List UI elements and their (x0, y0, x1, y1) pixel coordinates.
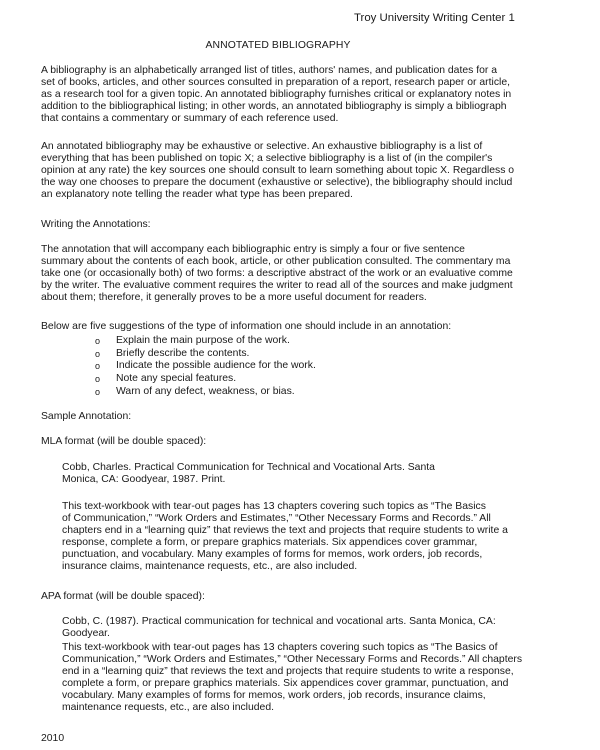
bullet-icon: o (95, 336, 101, 346)
list-item-text: Warn of any defect, weakness, or bias. (116, 385, 295, 397)
text-line: insurance claims, maintenance requests, etc., are also included. (62, 561, 358, 572)
text-line: everything that has been published on topic X; a selective bibliography is a list of (in the compiler's (41, 153, 493, 164)
apa-format-heading: APA format (will be double spaced): (41, 591, 205, 602)
bullet-icon: o (95, 348, 101, 359)
bullet-icon: o (95, 386, 101, 397)
intro-paragraph (41, 65, 600, 125)
sample-annotation-heading: Sample Annotation: (41, 411, 132, 422)
text-line: This text-workbook with tear-out pages has 13 chapters covering such topics as “The Basics of (62, 642, 498, 653)
exhaustive-selective-paragraph (41, 141, 600, 201)
text-line: maintenance requests, etc., are also included. (62, 702, 274, 713)
text-line: take one (or occasionally both) of two forms: a descriptive abstract of the work or an evaluative comme (41, 268, 513, 279)
bullet-icon: o (95, 361, 101, 372)
list-item (95, 335, 316, 348)
mla-format-heading: MLA format (will be double spaced): (41, 436, 207, 447)
list-item (95, 360, 316, 373)
text-line: Communication,” “Work Orders and Estimates,” “Other Necessary Forms and Records.” All chapters (62, 654, 523, 665)
suggestions-intro: Below are five suggestions of the type of information one should include in an annotation: (41, 321, 452, 332)
page-title: ANNOTATED BIBLIOGRAPHY (205, 40, 351, 51)
mla-citation (62, 462, 435, 486)
text-line: The annotation that will accompany each bibliographic entry is simply a four or five sentence (41, 244, 465, 255)
mla-annotation (62, 501, 508, 573)
text-line: A bibliography is an alphabetically arranged list of titles, authors' names, and publication dates for a (41, 65, 497, 76)
writing-annotations-heading: Writing the Annotations: (41, 219, 151, 230)
text-line: Cobb, C. (1987). Practical communication for technical and vocational arts. Santa Monica, CA: (62, 616, 496, 627)
list-item (95, 386, 316, 399)
apa-citation (62, 616, 496, 640)
list-item (95, 348, 316, 361)
list-item-text: Explain the main purpose of the work. (116, 335, 290, 346)
text-line: that contains a commentary or summary of each reference used. (41, 113, 339, 124)
text-line: chapters end in a “learning quiz” that reviews the text and projects that require students to write a (62, 525, 508, 536)
bullet-icon: o (95, 374, 101, 385)
text-line: Monica, CA: Goodyear, 1987. Print. (62, 474, 226, 485)
suggestions-list (95, 335, 316, 399)
footer-year: 2010 (41, 733, 65, 744)
text-line: end in a “learning quiz” that reviews the text and projects that require students to write a response, (62, 666, 514, 677)
text-line: vocabulary. Many examples of forms for memos, work orders, job records, insurance claims, (62, 690, 486, 701)
text-line: This text-workbook with tear-out pages has 13 chapters covering such topics as “The Basics (62, 501, 486, 512)
text-line: by the writer. The evaluative comment requires the writer to read all of the sources and make judgment (41, 280, 513, 291)
list-item-text: Note any special features. (116, 373, 237, 385)
apa-annotation (62, 642, 522, 714)
list-item-text: Briefly describe the contents. (116, 347, 250, 359)
text-line: summary about the contents of each book, article, or other publication consulted. The commentary ma (41, 256, 511, 267)
list-item-text: Indicate the possible audience for the work. (116, 360, 316, 372)
text-line: An annotated bibliography may be exhaustive or selective. An exhaustive bibliography is a list of (41, 141, 483, 152)
text-line: addition to the bibliographical listing; in other words, an annotated bibliography is simply a bibliograph (41, 101, 507, 112)
list-item (95, 373, 316, 386)
annotation-description-paragraph (41, 244, 600, 304)
text-line: an explanatory note telling the reader what type has been prepared. (41, 189, 353, 200)
text-line: response, complete a form, or prepare graphics materials. Six appendices cover grammar, (62, 537, 478, 548)
text-line: as a research tool for a given topic. An annotated bibliography furnishes critical or explanatory notes in (41, 89, 512, 100)
text-line: set of books, articles, and other sources consulted in preparation of a report, research paper or article, (41, 77, 510, 88)
text-line: Cobb, Charles. Practical Communication for Technical and Vocational Arts. Santa (62, 462, 435, 473)
text-line: about them; therefore, it generally proves to be a more useful document for readers. (41, 292, 427, 303)
text-line: opinion at any rate) the key sources one should consult to learn something about topic X. Regardless o (41, 165, 515, 176)
text-line: the way one chooses to prepare the document (exhaustive or selective), the bibliography should includ (41, 177, 513, 188)
text-line: punctuation, and vocabulary. Many examples of forms for memos, work orders, job records, (62, 549, 483, 560)
text-line: complete a form, or prepare graphics materials. Six appendices cover grammar, punctuation, and (62, 678, 509, 689)
text-line: Goodyear. (62, 628, 110, 639)
text-line: of Communication,” “Work Orders and Estimates,” “Other Necessary Forms and Records.” All (62, 513, 491, 524)
running-head: Troy University Writing Center 1 (354, 12, 515, 24)
